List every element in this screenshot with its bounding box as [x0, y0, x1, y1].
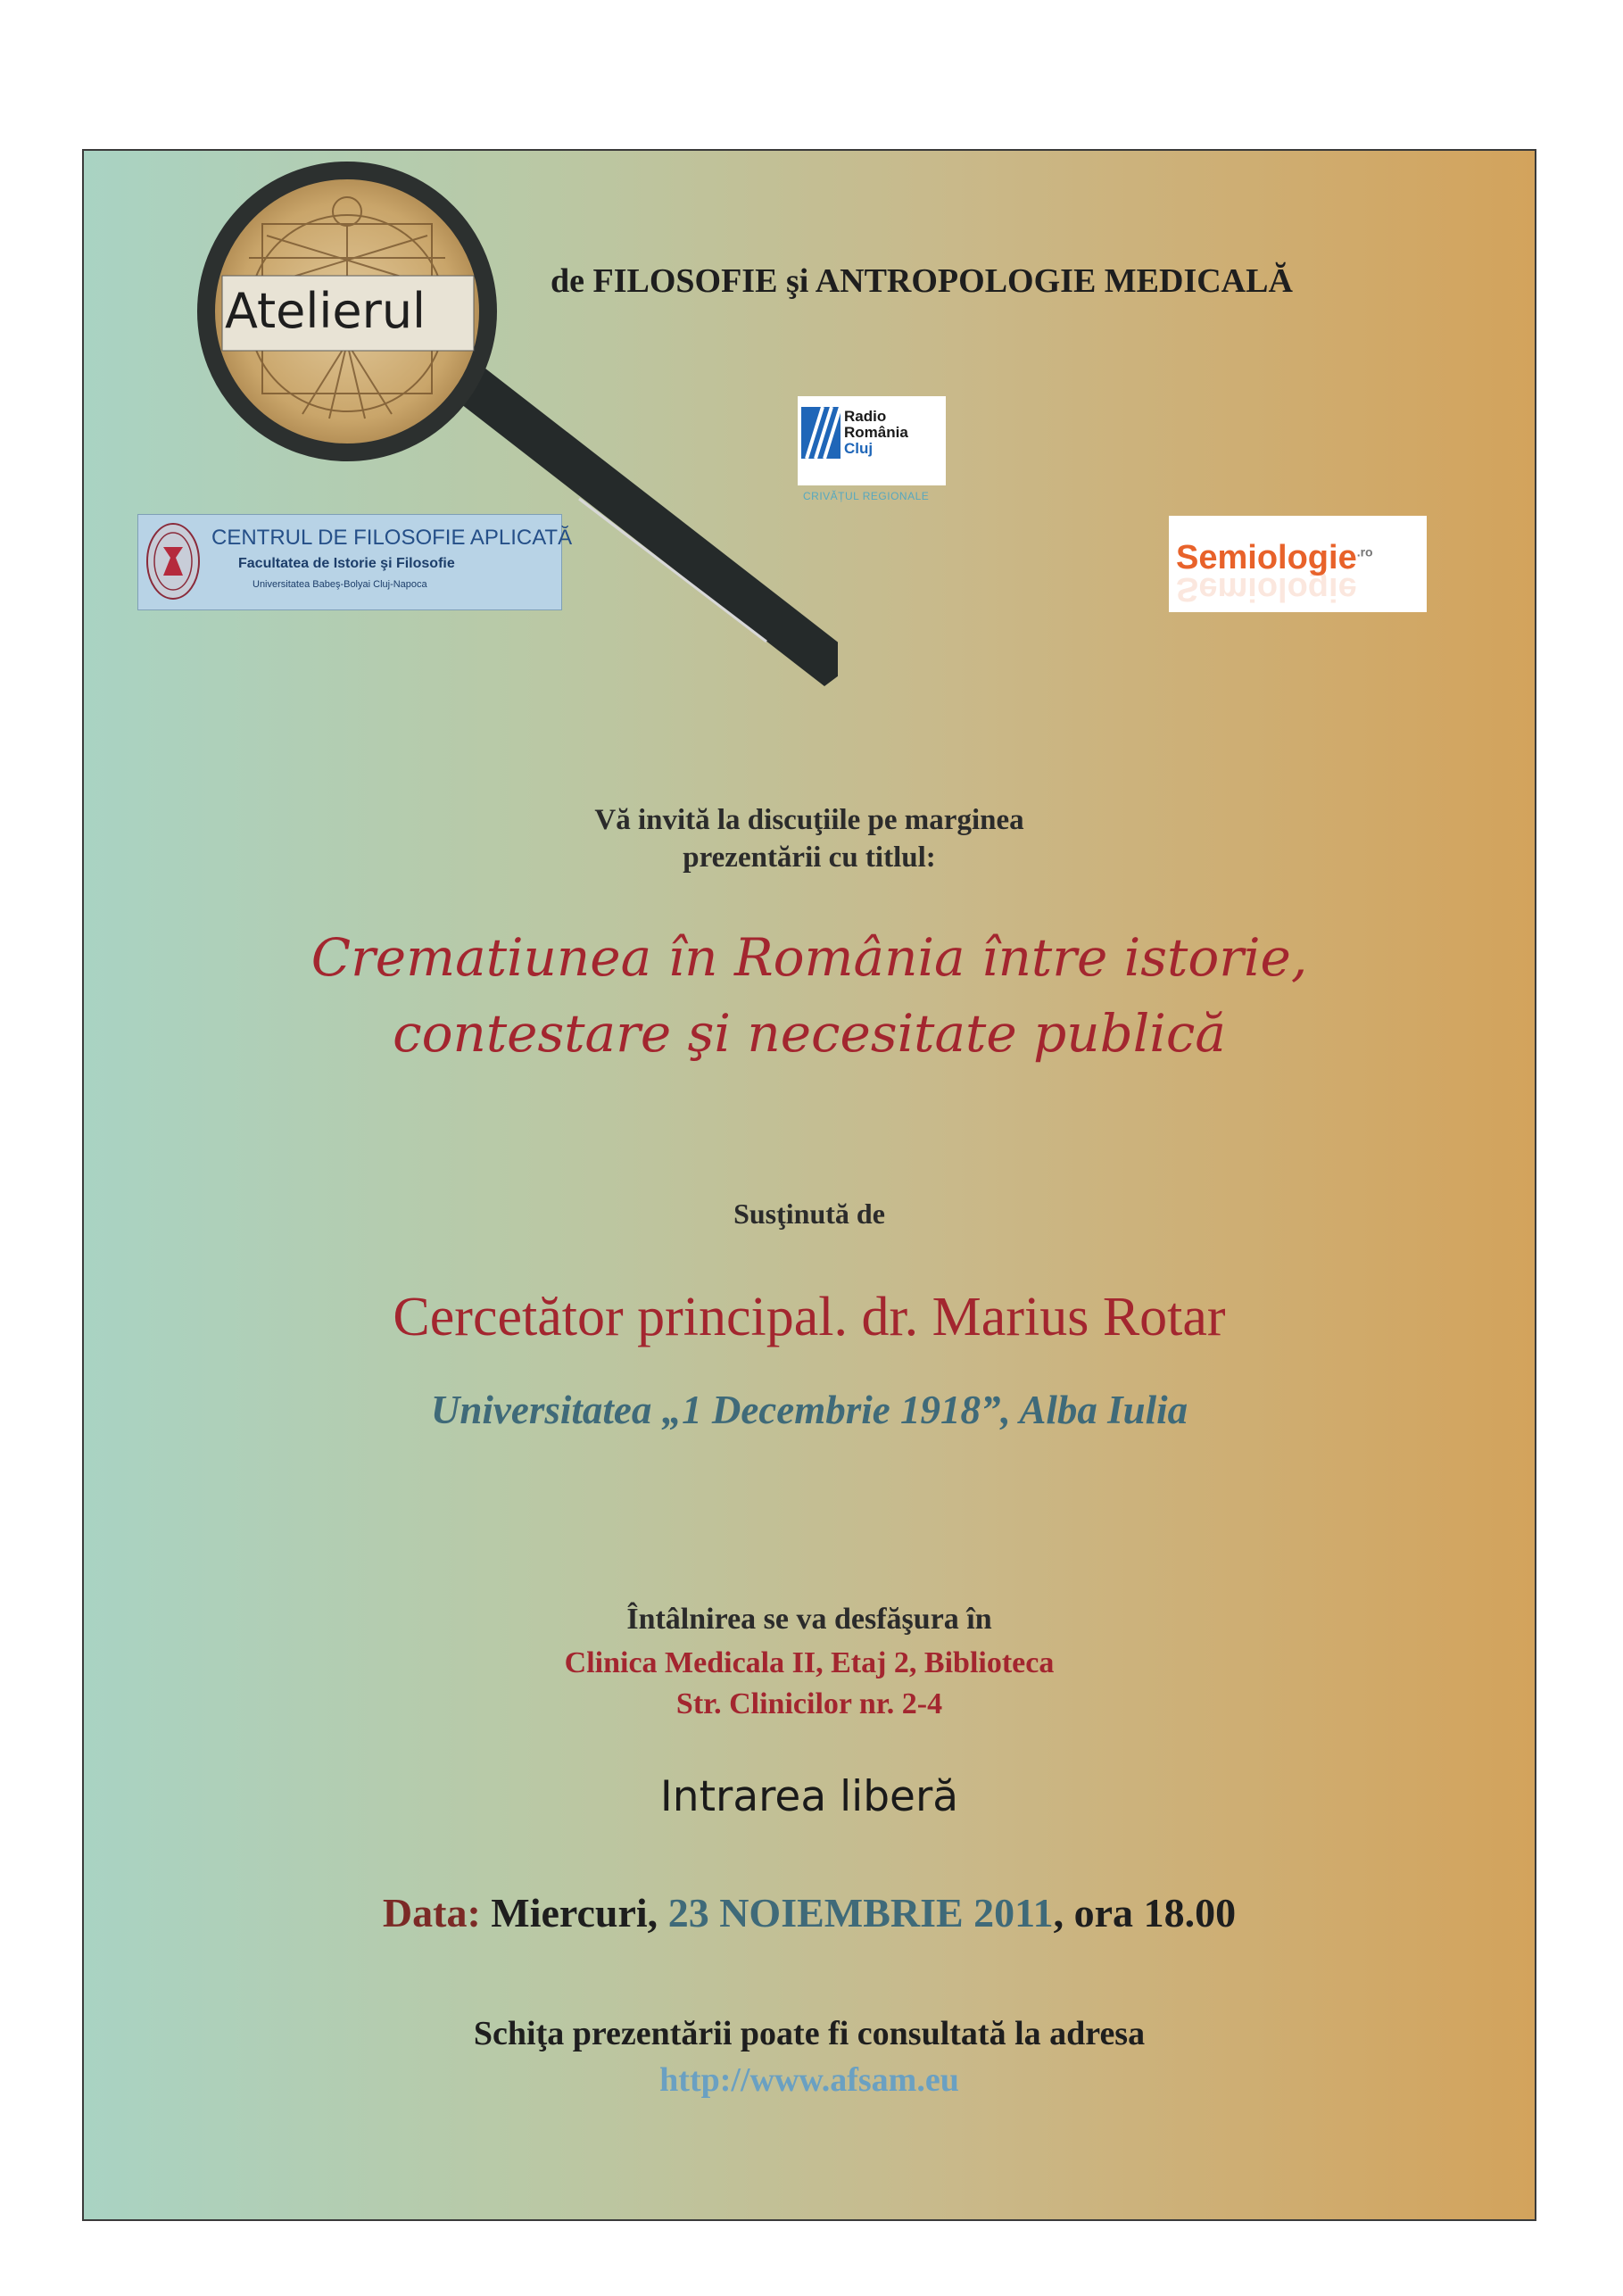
- presentation-title: [84, 920, 1535, 1072]
- date-time: 18.00: [1143, 1890, 1237, 1935]
- venue-intro: Întâlnirea se va desfăşura în: [626, 1603, 992, 1636]
- poster: [82, 149, 1536, 2221]
- outline-url[interactable]: http://www.afsam.eu: [659, 2061, 959, 2099]
- invitation-line2: prezentării cu titlul:: [683, 841, 936, 874]
- radio-waves-icon: [801, 407, 840, 459]
- cfa-university: Universitatea Babeş-Bolyai Cluj-Napoca: [253, 579, 427, 590]
- semiologie-suffix: .ro: [1356, 544, 1373, 559]
- semiologie-reflection: Semiologie: [1176, 570, 1357, 608]
- outline-text: Schiţa prezentării poate fi consultată la adresa: [473, 2015, 1146, 2052]
- radio-name-line3: Cluj: [844, 440, 874, 457]
- invitation-line1: Vă invită la discuţiile pe marginea: [594, 804, 1024, 836]
- date-separator: , ora: [1053, 1890, 1134, 1935]
- presenter-name: Cercetător principal. dr. Marius Rotar: [393, 1287, 1226, 1347]
- radio-name-line2: România: [844, 424, 908, 441]
- presenter-affiliation: Universitatea „1 Decembrie 1918”, Alba Iulia: [430, 1388, 1188, 1432]
- cfa-faculty: Facultatea de Istorie şi Filosofie: [238, 556, 455, 571]
- date-value: 23 NOIEMBRIE 2011: [667, 1890, 1054, 1935]
- presentation-title-line1: Crematiunea în România între istorie,: [311, 927, 1308, 988]
- radio-slogan: CRIVĂȚUL REGIONALE: [803, 490, 930, 502]
- venue-place: Clinica Medicala II, Etaj 2, Biblioteca: [564, 1646, 1055, 1679]
- magnifying-glass-logo: [195, 160, 838, 713]
- invitation-text: [84, 801, 1535, 876]
- cfa-name: CENTRUL DE FILOSOFIE APLICATĂ: [211, 526, 573, 550]
- radio-name-line1: Radio: [844, 408, 887, 425]
- semiologie-logo: [1169, 516, 1427, 612]
- event-date: [84, 1889, 1535, 1936]
- venue-location: [84, 1643, 1535, 1725]
- presentation-title-line2: contestare şi necesitate publică: [393, 1003, 1226, 1064]
- atelierul-lens-text: Atelierul: [225, 283, 426, 339]
- atelierul-title: de FILOSOFIE şi ANTROPOLOGIE MEDICALĂ: [551, 262, 1293, 300]
- cfa-emblem-icon: [144, 520, 203, 602]
- date-weekday: Miercuri,: [491, 1890, 658, 1935]
- radio-name: [844, 409, 908, 457]
- semiologie-name-text: Semiologie: [1176, 539, 1357, 576]
- date-label: Data:: [382, 1890, 481, 1935]
- centrul-filosofie-logo: [137, 514, 573, 610]
- radio-romania-cluj-logo: [798, 396, 946, 485]
- entry-note: Intrarea liberă: [659, 1772, 959, 1821]
- presenter-intro: Susţinută de: [733, 1198, 885, 1230]
- venue-street: Str. Clinicilor nr. 2-4: [675, 1687, 943, 1720]
